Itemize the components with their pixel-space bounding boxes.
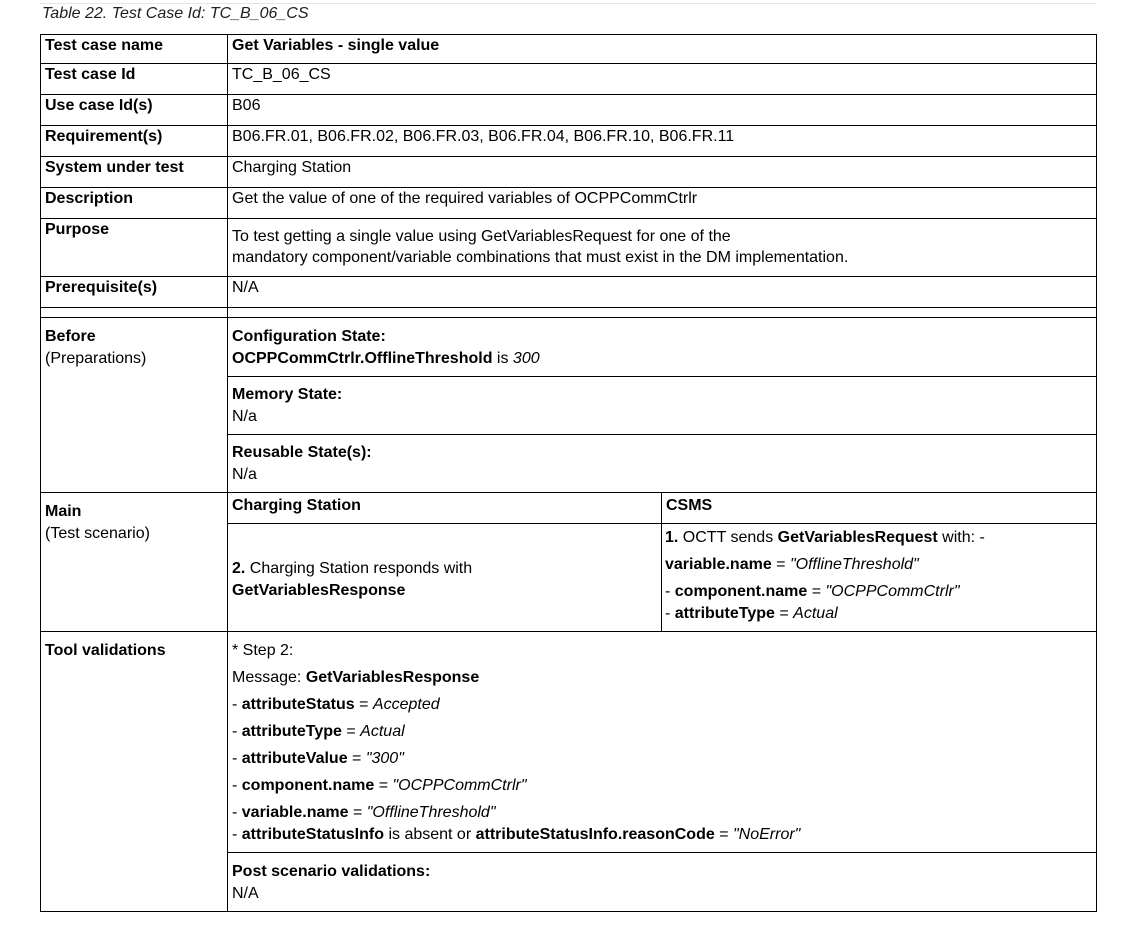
value-test-case-id: TC_B_06_CS — [228, 64, 1097, 95]
tool-v5-dash: - — [232, 804, 242, 821]
csms-l1-eq: = — [771, 556, 790, 573]
tool-message-line — [232, 667, 1092, 689]
tool-v4 — [232, 775, 1092, 797]
memory-state-title: Memory State: — [232, 386, 343, 403]
table-caption: Table 22. Test Case Id: TC_B_06_CS — [42, 5, 309, 22]
config-value: 300 — [512, 350, 540, 367]
csms-step-line-4 — [665, 603, 1092, 625]
tool-v3-dash: - — [232, 750, 242, 767]
tool-v6-eq: = — [714, 826, 733, 843]
csms-l3-key: attributeType — [674, 605, 775, 622]
label-tool-validations: Tool validations — [41, 632, 228, 912]
tool-v1 — [232, 694, 1092, 716]
tool-v3-eq: = — [347, 750, 366, 767]
label-test-case-name: Test case name — [41, 35, 228, 64]
label-use-case-id: Use case Id(s) — [41, 95, 228, 126]
row-before-config — [41, 318, 1097, 377]
row-prerequisite — [41, 277, 1097, 308]
tool-v1-dash: - — [232, 696, 242, 713]
row-main-header — [41, 493, 1097, 524]
tool-v3-val: "300" — [365, 750, 404, 767]
value-prerequisite: N/A — [228, 277, 1097, 308]
value-requirements: B06.FR.01, B06.FR.02, B06.FR.03, B06.FR.04, B06.FR.10, B06.FR.11 — [228, 126, 1097, 157]
post-scenario-title: Post scenario validations: — [232, 863, 431, 880]
tool-v6-key: attributeStatusInfo — [241, 826, 384, 843]
reusable-state-value: N/a — [232, 466, 257, 483]
purpose-line-2: mandatory component/variable combinations that must exist in the DM implementation. — [232, 249, 849, 266]
column-charging-station: Charging Station — [228, 493, 662, 524]
tool-v2-val: Actual — [360, 723, 405, 740]
csms-l3-eq: = — [774, 605, 794, 622]
cs-step-text: Charging Station responds with — [245, 559, 473, 577]
csms-step-line-1 — [665, 527, 1092, 549]
csms-l2-val: "OCPPCommCtrlr" — [825, 583, 960, 600]
main-subtitle: (Test scenario) — [45, 525, 150, 542]
value-purpose — [228, 219, 1097, 277]
row-system-under-test — [41, 157, 1097, 188]
tool-step: * Step 2: — [232, 642, 294, 659]
tool-v6-key2: attributeStatusInfo.reasonCode — [475, 826, 715, 843]
label-description: Description — [41, 188, 228, 219]
csms-l2-eq: = — [807, 583, 826, 600]
csms-step-with: with: - — [937, 529, 985, 546]
csms-l1-val: "OfflineThreshold" — [789, 556, 919, 573]
tool-v6-dash: - — [232, 826, 242, 843]
cs-step-number: 2. — [232, 559, 246, 577]
post-scenario-cell — [228, 853, 1097, 912]
csms-step-line-3 — [665, 581, 1092, 603]
cs-step-message: GetVariablesResponse — [232, 581, 406, 599]
label-purpose: Purpose — [41, 219, 228, 277]
test-case-table — [40, 34, 1097, 912]
post-scenario-value: N/A — [232, 885, 259, 902]
before-memory-cell — [228, 377, 1097, 435]
label-system-under-test: System under test — [41, 157, 228, 188]
tool-v1-key: attributeStatus — [241, 696, 355, 713]
tool-v2-dash: - — [232, 723, 242, 740]
label-requirements: Requirement(s) — [41, 126, 228, 157]
label-main — [41, 493, 228, 632]
csms-l1-key: variable.name — [665, 556, 772, 573]
config-state-title: Configuration State: — [232, 328, 386, 345]
spacer-cell-2 — [228, 308, 1097, 318]
cs-step-cell — [228, 524, 662, 632]
spacer-cell-1 — [41, 308, 228, 318]
memory-state-value: N/a — [232, 408, 257, 425]
csms-step-cell — [662, 524, 1097, 632]
tool-v2-eq: = — [341, 723, 361, 740]
tool-v1-val: Accepted — [372, 696, 440, 713]
tool-v5-eq: = — [348, 804, 367, 821]
tool-v1-eq: = — [354, 696, 373, 713]
purpose-line-1: To test getting a single value using GetVariablesRequest for one of the — [232, 228, 731, 245]
tool-v6-val: "NoError" — [732, 826, 801, 843]
row-requirements — [41, 126, 1097, 157]
value-description: Get the value of one of the required variables of OCPPCommCtrlr — [228, 188, 1097, 219]
before-title: Before — [45, 328, 96, 345]
before-reusable-cell — [228, 435, 1097, 493]
tool-v4-val: "OCPPCommCtrlr" — [392, 777, 527, 794]
row-spacer — [41, 308, 1097, 318]
row-test-case-name — [41, 35, 1097, 64]
before-config-cell — [228, 318, 1097, 377]
config-is: is — [492, 350, 513, 367]
row-use-case-id — [41, 95, 1097, 126]
csms-step-text: OCTT sends — [678, 529, 778, 546]
tool-v2-key: attributeType — [241, 723, 342, 740]
tool-message-value: GetVariablesResponse — [305, 669, 480, 686]
value-use-case-id: B06 — [228, 95, 1097, 126]
csms-l3-val: Actual — [793, 605, 838, 622]
label-before — [41, 318, 228, 493]
tool-message-label: Message: — [232, 669, 306, 686]
tool-v4-key: component.name — [241, 777, 375, 794]
tool-v6 — [232, 824, 1092, 846]
before-subtitle: (Preparations) — [45, 350, 147, 367]
tool-v4-dash: - — [232, 777, 242, 794]
tool-v5-key: variable.name — [241, 804, 349, 821]
tool-v2 — [232, 721, 1092, 743]
row-description — [41, 188, 1097, 219]
csms-l3-dash: - — [665, 605, 675, 622]
row-tool-validations — [41, 632, 1097, 853]
column-csms: CSMS — [662, 493, 1097, 524]
csms-step-number: 1. — [665, 529, 679, 546]
tool-v5-val: "OfflineThreshold" — [366, 804, 496, 821]
tool-validations-cell — [228, 632, 1097, 853]
reusable-state-title: Reusable State(s): — [232, 444, 372, 461]
csms-l2-key: component.name — [674, 583, 808, 600]
tool-v6-mid: is absent or — [384, 826, 476, 843]
csms-step-message: GetVariablesRequest — [777, 529, 938, 546]
value-system-under-test: Charging Station — [228, 157, 1097, 188]
main-title: Main — [45, 503, 82, 520]
tool-v4-eq: = — [374, 777, 393, 794]
value-test-case-name: Get Variables - single value — [228, 35, 1097, 64]
tool-v3-key: attributeValue — [241, 750, 348, 767]
tool-v3 — [232, 748, 1092, 770]
top-rule — [40, 3, 1096, 4]
label-prerequisite: Prerequisite(s) — [41, 277, 228, 308]
tool-v5 — [232, 802, 1092, 824]
csms-l2-dash: - — [665, 583, 675, 600]
csms-step-line-2 — [665, 554, 1092, 576]
row-test-case-id — [41, 64, 1097, 95]
config-key: OCPPCommCtrlr.OfflineThreshold — [232, 350, 493, 367]
row-purpose — [41, 219, 1097, 277]
label-test-case-id: Test case Id — [41, 64, 228, 95]
